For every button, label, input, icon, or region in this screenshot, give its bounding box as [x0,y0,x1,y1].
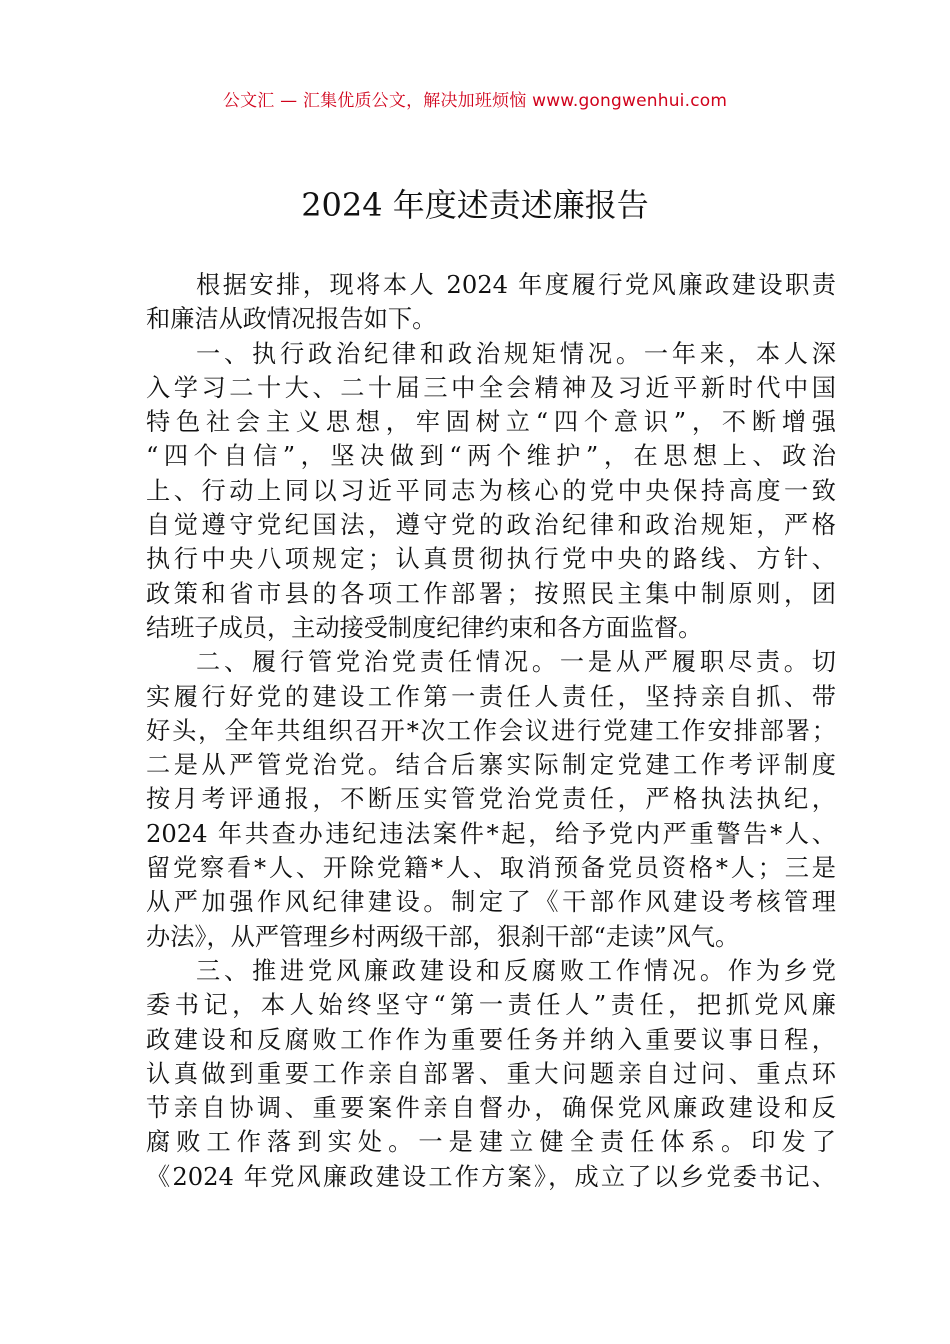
paragraph-line: 二、履行管党治党责任情况。一是从严履职尽责。切 [196,648,836,677]
paragraph-line: 2024 年共查办违纪违法案件*起，给予党内严重警告*人、 [146,819,836,848]
paragraph-line: 按月考评通报，不断压实管党治党责任，严格执法执纪， [146,785,836,814]
paragraph-line: 结班子成员，主动接受制度纪律约束和各方面监督。 [146,613,703,642]
paragraph-line: 腐败工作落到实处。一是建立健全责任体系。印发了 [146,1128,836,1157]
paragraph-line: 三、推进党风廉政建设和反腐败工作情况。作为乡党 [196,956,836,985]
paragraph-line: 二是从严管党治党。结合后寨实际制定党建工作考评制度 [146,751,836,780]
header-banner[interactable]: 公文汇 — 汇集优质公文，解决加班烦恼 www.gongwenhui.com [222,91,728,111]
paragraph-line: 留党察看*人、开除党籍*人、取消预备党员资格*人；三是 [146,854,836,883]
paragraph-line: 实履行好党的建设工作第一责任人责任，坚持亲自抓、带 [146,682,836,711]
paragraph-line: 政策和省市县的各项工作部署；按照民主集中制原则，团 [146,579,836,608]
paragraph-line: 和廉洁从政情况报告如下。 [146,305,437,334]
paragraph-line: 自觉遵守党纪国法，遵守党的政治纪律和政治规矩，严格 [146,511,836,540]
paragraph-line: 一、执行政治纪律和政治规矩情况。一年来，本人深 [196,339,836,368]
paragraph-line: 特色社会主义思想，牢固树立“四个意识”，不断增强 [146,408,836,437]
paragraph-line: 入学习二十大、二十届三中全会精神及习近平新时代中国 [146,373,836,402]
paragraph-line: 办法》，从严管理乡村两级干部，狠刹干部“走读”风气。 [146,922,740,951]
paragraph-line: 政建设和反腐败工作作为重要任务并纳入重要议事日程， [146,1025,836,1054]
paragraph-line: “四个自信”，坚决做到“两个维护”，在思想上、政治 [146,442,836,471]
paragraph-line: 从严加强作风纪律建设。制定了《干部作风建设考核管理 [146,888,836,917]
paragraph-line: 根据安排，现将本人 2024 年度履行党风廉政建设职责 [196,271,836,299]
paragraph-line: 执行中央八项规定；认真贯彻执行党中央的路线、方针、 [146,545,836,574]
paragraph-line: 好头，全年共组织召开*次工作会议进行党建工作安排部署； [146,716,836,745]
paragraph-line: 认真做到重要工作亲自部署、重大问题亲自过问、重点环 [146,1059,836,1088]
paragraph-line: 《2024 年党风廉政建设工作方案》，成立了以乡党委书记、 [146,1162,836,1191]
paragraph-line: 节亲自协调、重要案件亲自督办，确保党风廉政建设和反 [146,1094,836,1123]
document-title: 2024 年度述责述廉报告 [301,186,649,224]
document-body [146,268,836,1194]
paragraph-line: 委书记，本人始终坚守“第一责任人”责任，把抓党风廉 [146,991,836,1020]
paragraph-line: 上、行动上同以习近平同志为核心的党中央保持高度一致 [146,476,836,505]
